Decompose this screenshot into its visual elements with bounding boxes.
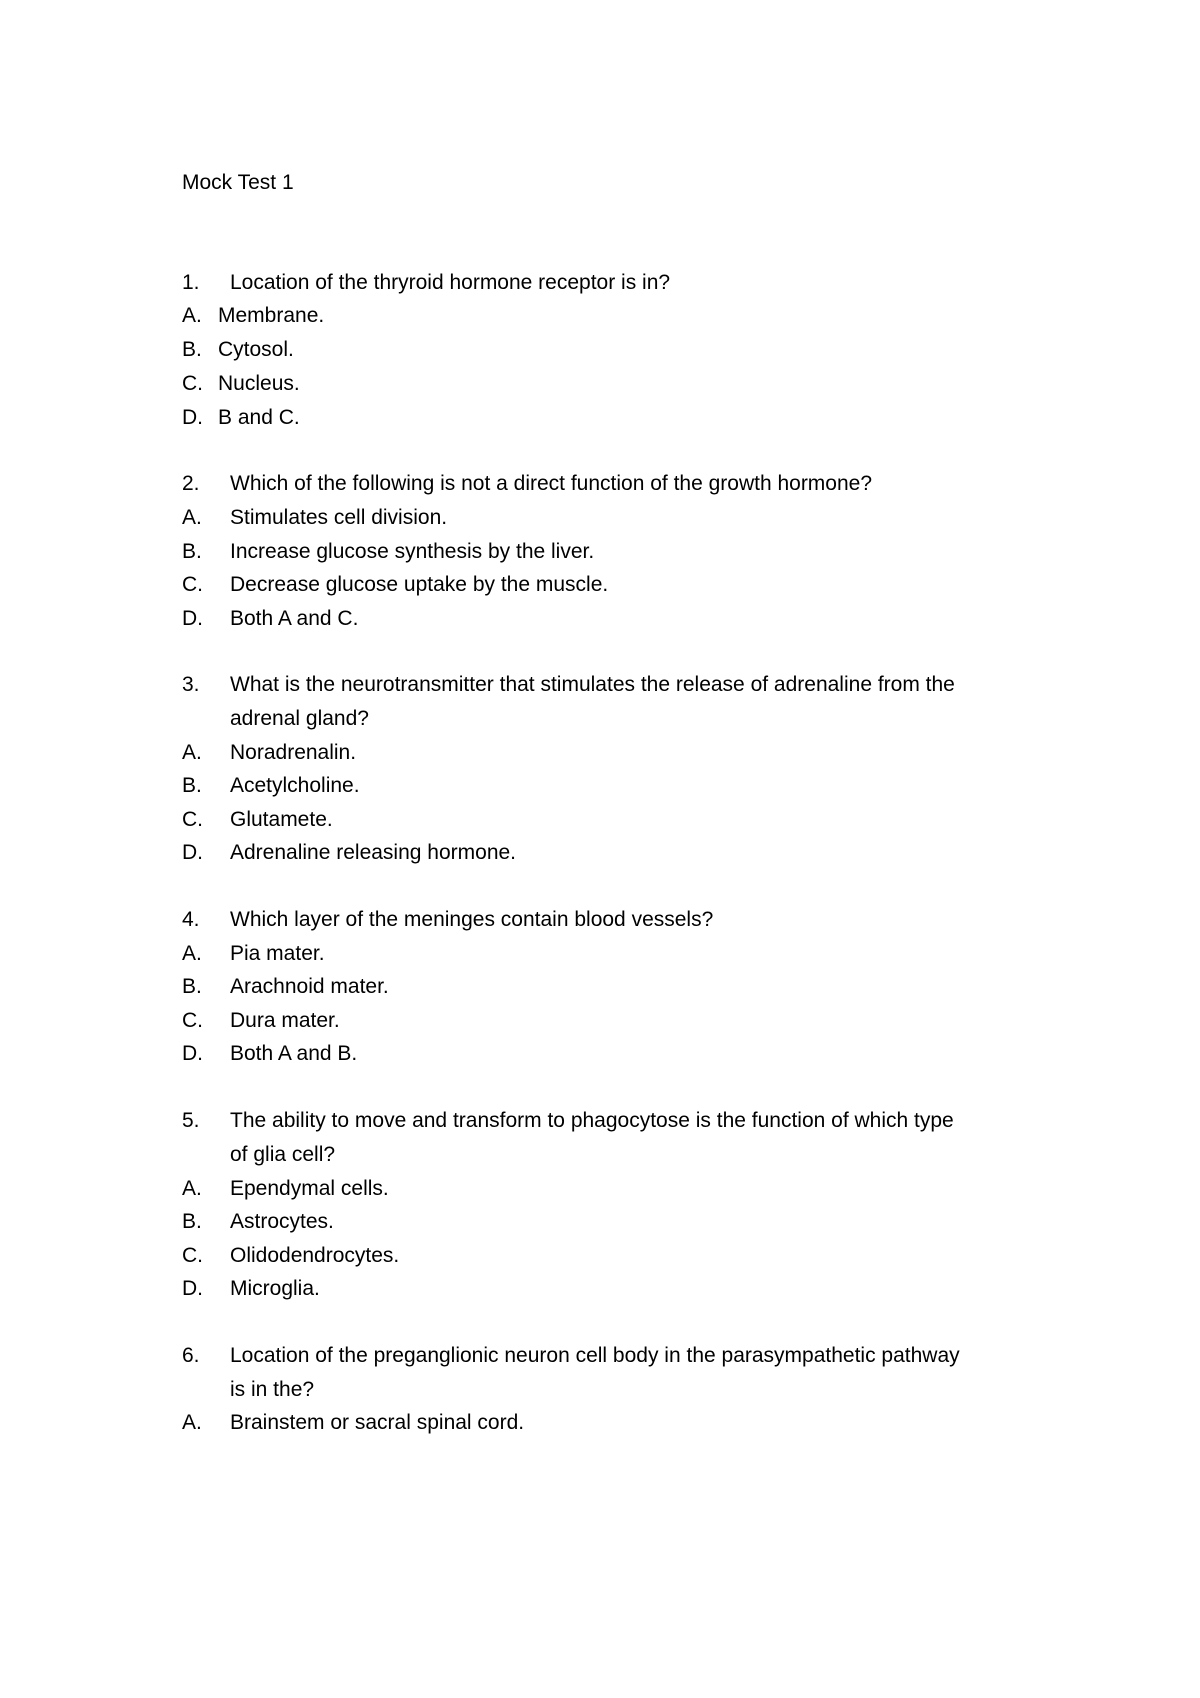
option-text: Olidodendrocytes. <box>230 1244 400 1267</box>
option-letter: A. <box>182 1177 202 1200</box>
option-letter: D. <box>182 841 203 864</box>
option-text: Arachnoid mater. <box>230 975 389 998</box>
option-text: Pia mater. <box>230 942 325 965</box>
option-letter: C. <box>182 808 203 831</box>
option-text: Both A and B. <box>230 1042 358 1065</box>
option-text: Adrenaline releasing hormone. <box>230 841 517 864</box>
option-letter: C. <box>182 573 203 596</box>
question-text: Which of the following is not a direct function of the growth hormone? <box>230 472 873 495</box>
option-letter: D. <box>182 1277 203 1300</box>
option-letter: B. <box>182 540 202 563</box>
question-text: Location of the preganglionic neuron cell body in the parasympathetic pathway <box>230 1344 960 1367</box>
question-text: What is the neurotransmitter that stimulates the release of adrenaline from the <box>230 673 955 696</box>
option-text: B and C. <box>218 406 300 429</box>
option-text: Dura mater. <box>230 1009 340 1032</box>
option-text: Increase glucose synthesis by the liver. <box>230 540 595 563</box>
option-text: Decrease glucose uptake by the muscle. <box>230 573 609 596</box>
option-letter: D. <box>182 607 203 630</box>
option-text: Membrane. <box>218 304 325 327</box>
question-text-continued: of glia cell? <box>230 1143 336 1166</box>
question-text: Location of the thryroid hormone receptor is in? <box>230 271 671 294</box>
option-text: Cytosol. <box>218 338 294 361</box>
question-number: 2. <box>182 472 200 495</box>
question-number: 3. <box>182 673 200 696</box>
option-letter: D. <box>182 1042 203 1065</box>
option-letter: A. <box>182 741 202 764</box>
option-text: Brainstem or sacral spinal cord. <box>230 1411 525 1434</box>
option-text: Astrocytes. <box>230 1210 334 1233</box>
question-number: 6. <box>182 1344 200 1367</box>
question-text: Which layer of the meninges contain blood vessels? <box>230 908 714 931</box>
option-text: Glutamete. <box>230 808 333 831</box>
option-letter: C. <box>182 1009 203 1032</box>
question-number: 1. <box>182 271 200 294</box>
question-text-continued: is in the? <box>230 1378 315 1401</box>
option-letter: B. <box>182 338 202 361</box>
option-text: Nucleus. <box>218 372 300 395</box>
option-letter: B. <box>182 975 202 998</box>
document-title: Mock Test 1 <box>182 171 294 194</box>
option-letter: C. <box>182 372 203 395</box>
option-letter: A. <box>182 942 202 965</box>
question-text-continued: adrenal gland? <box>230 707 369 730</box>
option-letter: B. <box>182 1210 202 1233</box>
question-number: 4. <box>182 908 200 931</box>
option-text: Stimulates cell division. <box>230 506 448 529</box>
option-letter: A. <box>182 304 202 327</box>
option-text: Noradrenalin. <box>230 741 357 764</box>
option-letter: B. <box>182 774 202 797</box>
option-text: Ependymal cells. <box>230 1177 389 1200</box>
question-text: The ability to move and transform to phagocytose is the function of which type <box>230 1109 954 1132</box>
option-letter: A. <box>182 1411 202 1434</box>
option-letter: C. <box>182 1244 203 1267</box>
option-letter: D. <box>182 406 203 429</box>
option-text: Microglia. <box>230 1277 320 1300</box>
question-number: 5. <box>182 1109 200 1132</box>
option-text: Acetylcholine. <box>230 774 360 797</box>
option-letter: A. <box>182 506 202 529</box>
option-text: Both A and C. <box>230 607 359 630</box>
